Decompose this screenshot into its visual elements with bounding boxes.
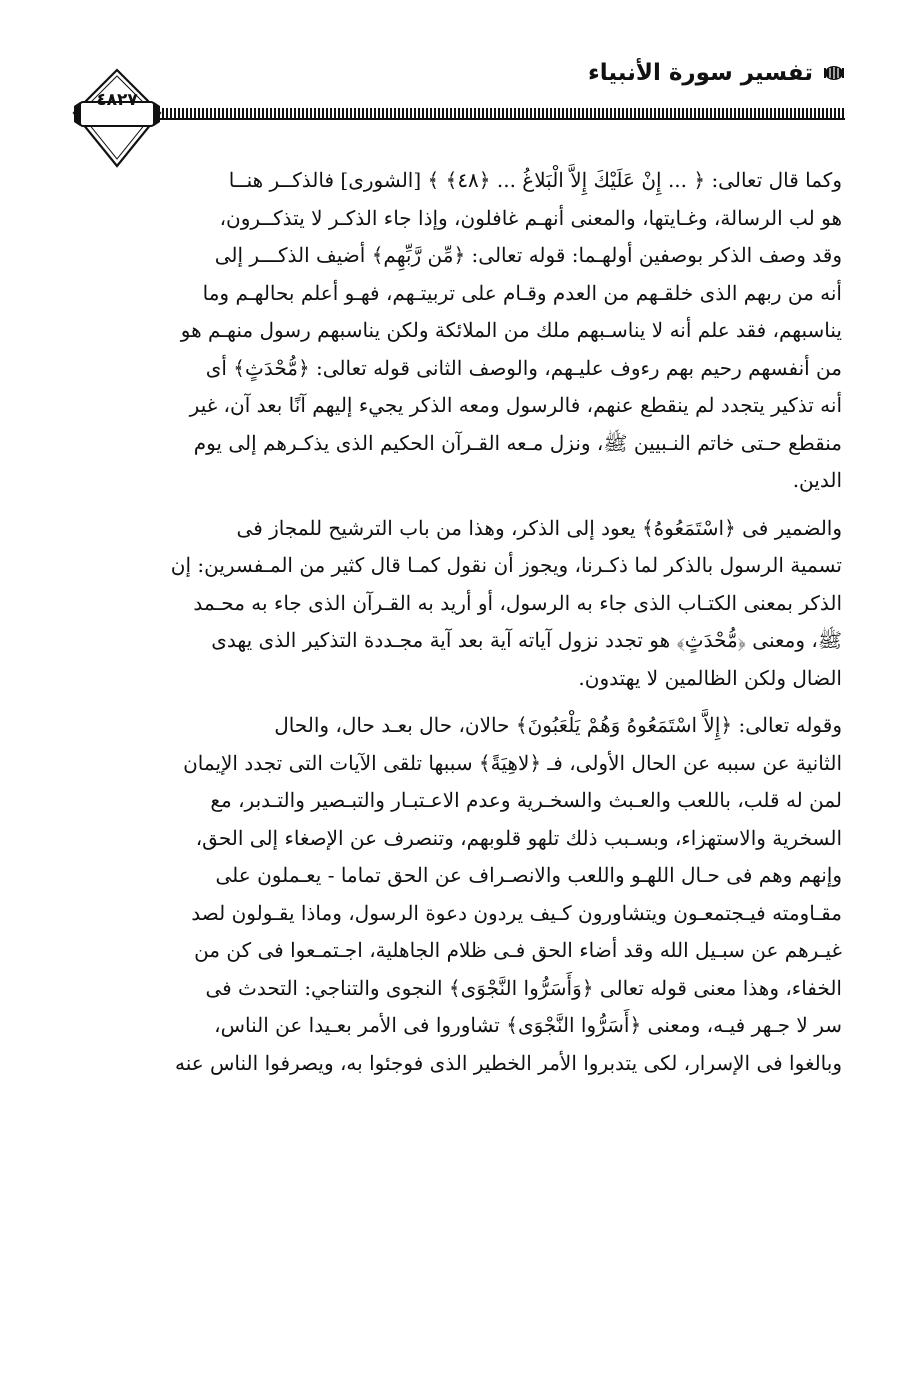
text-line: يناسبهم، فقد علم أنه لا يناسـبهم ملك من الملائكة ولكن يناسبهم رسول منهـم هو [180,318,842,342]
text-line: وإنهم وهم فى حـال اللهـو واللعب والانصـراف عن الحق تماما - يعـملون على [215,863,842,887]
text-line: أنه من ربهم الذى خلقـهم من العدم وقـام على تربيتـهم، فهـو أعلم بحالهـم وما [202,280,842,305]
text-line: مقـاومته فيـجتمعـون ويتشاورون كـيف يردون دعوة الرسول، وماذا يقـولون لصد [191,900,842,925]
text-line: لمن له قلب، باللعب والعـبث والسخـرية وعدم الاعـتبـار والتبـصير والتـدبر، مع [210,788,842,812]
text-line: تسمية الرسول بالذكر لما ذكـرنا، ويجوز أن نقول كمـا قال كثير من المـفسرين: إن [170,553,842,577]
header-rule [158,108,845,118]
paragraph-1 [78,162,842,500]
text-line: وقوله تعالى: ﴿إِلاَّ اسْتَمَعُوهُ وَهُمْ يَلْعَبُونَ﴾ حالان، حال بعـد حال، والحال [274,713,842,737]
text-line: أنه تذكير يتجدد لم ينقطع عنهم، فالرسول ومعه الذكر يجيء إليهم آنًا بعد آن، غير [189,393,842,417]
running-title [588,60,845,86]
text-line: وكما قال تعالى: ﴿ ... إِنْ عَلَيْكَ إِلاَّ الْبَلاغُ ... ﴿٤٨﴾ ﴾ [الشورى] فالذكــر هنــا [228,168,842,192]
text-line: وبالغوا فى الإسرار، لكى يتدبروا الأمر الخطير الذى فوجئوا به، ويصرفوا الناس عنه [174,1050,842,1075]
tafsir-body [78,162,842,1082]
scroll-ornament-icon [823,64,845,82]
running-title-text: تفسير سورة الأنبياء [588,60,813,86]
paragraph-3 [78,707,842,1082]
text-line: هو لب الرسالة، وغـايتها، والمعنى أنهـم غافلون، وإذا جاء الذكـر لا يتذكــرون، [219,205,842,230]
text-line: السخرية والاستهزاء، وبسـبب ذلك تلهو قلوبهم، وتنصرف عن الإصغاء إلى الحق، [195,825,842,850]
header-rule-line [158,118,845,120]
text-line: سر لا جـهر فيـه، ومعنى ﴿أَسَرُّوا النَّجْوَى﴾ تشاوروا فى الأمر بعـيدا عن الناس، [214,1013,842,1037]
page-header [70,52,845,162]
text-line: وقد وصف الذكر بوصفين أولهـما: قوله تعالى: ﴿مِّن رَّبِّهِم﴾ أضيف الذكـــر إلى [214,243,842,267]
text-line: غيـرهم عن سبـيل الله وقد أضاء الحق فـى ظلام الجاهلية، اجـتمـعوا فى كن من [194,938,842,962]
text-line: ﷺ، ومعنى ﴿مُّحْدَثٍ﴾ هو تجدد نزول آياته آية بعد آية مجـددة التذكير الذى يهدى [211,628,842,652]
text-line: والضمير فى ﴿اسْتَمَعُوهُ﴾ يعود إلى الذكر، وهذا من باب الترشيح للمجاز فى [236,515,842,540]
text-line: الضال ولكن الظالمين لا يهتدون. [578,665,842,690]
diamond-frame-icon [70,66,164,170]
text-line: الخفاء، وهذا معنى قوله تعالى ﴿وَأَسَرُّوا النَّجْوَى﴾ النجوى والتناجي: التحدث فى [205,975,842,1000]
paragraph-2 [78,510,842,698]
page-number: ٤٨٢٧ [96,90,138,110]
text-line: منقطع حـتى خاتم النـبيين ﷺ، ونزل مـعه القـرآن الحكيم الذى يذكـرهم إلى يوم [193,430,842,455]
text-line: الدين. [792,468,842,492]
text-line: الذكر بمعنى الكتـاب الذى جاء به الرسول، أو أريد به القـرآن الذى جاء به محـمد [193,590,842,615]
text-line: الثانية عن سببه عن الحال الأولى، فـ ﴿لاهِيَةً﴾ سببها تلقى الآيات التى تجدد الإيمان [183,750,842,775]
text-line: من أنفسهم رحيم بهم رءوف عليـهم، والوصف الثانى قوله تعالى: ﴿مُّحْدَثٍ﴾ أى [205,355,842,380]
